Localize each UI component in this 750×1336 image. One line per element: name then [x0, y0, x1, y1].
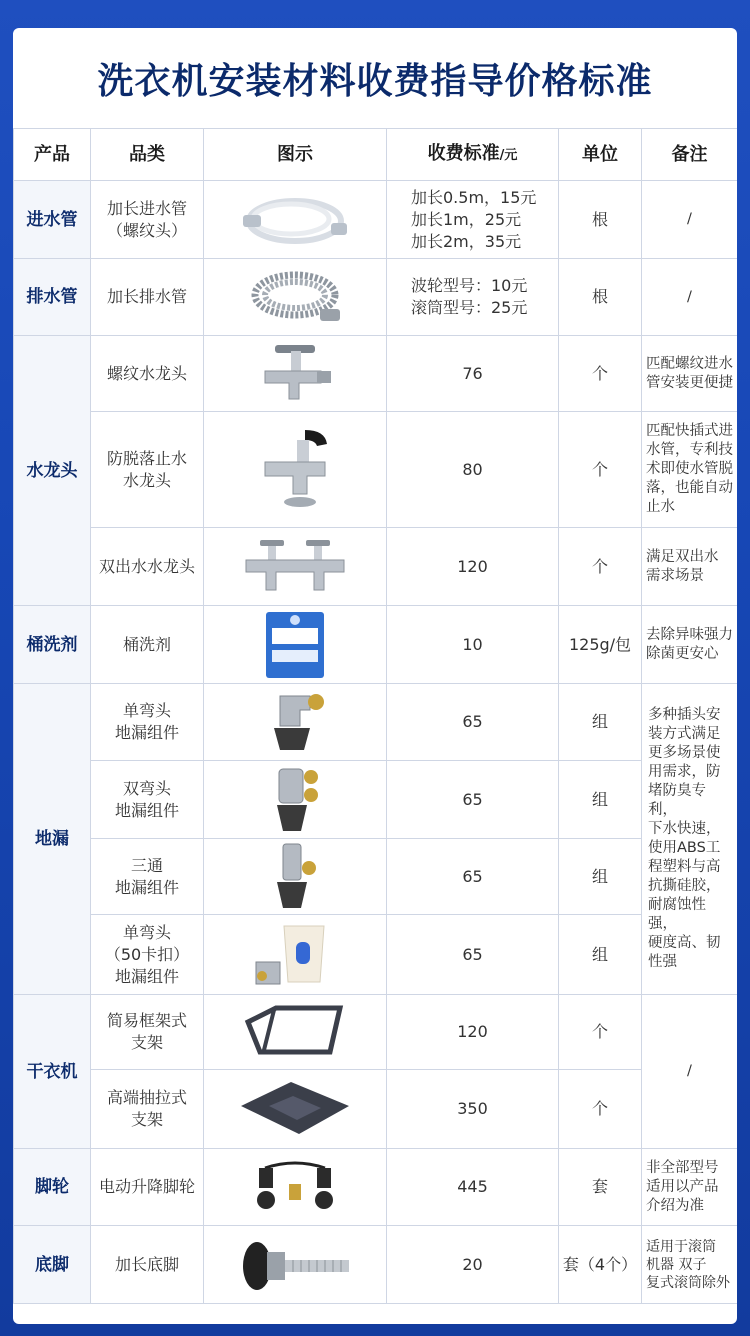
category-line: （50卡扣）: [104, 944, 190, 964]
note-cell: [642, 1149, 738, 1226]
price-line: 滚筒型号：25元: [411, 298, 528, 317]
faucet-icon: [245, 341, 345, 407]
table-row: [14, 259, 738, 336]
unit-cell: 组: [559, 839, 642, 915]
frame-bracket-icon: [240, 1000, 350, 1064]
product-cell: 桶洗剂: [14, 606, 91, 684]
category-line: 高端抽拉式: [106, 1088, 187, 1107]
note-cell: [642, 336, 738, 412]
category-cell: [91, 1070, 204, 1149]
header-image: 图示: [204, 129, 387, 181]
table-header-row: [14, 129, 738, 181]
unit-cell: 组: [559, 684, 642, 761]
product-cell: 底脚: [14, 1226, 91, 1304]
price-cell: 80: [387, 412, 559, 528]
unit-cell: 根: [559, 181, 642, 259]
category-line: 支架: [130, 1033, 163, 1052]
note-line: 性强: [648, 954, 677, 970]
image-cell: [204, 761, 387, 839]
note-line: 匹配快插式进: [646, 423, 733, 439]
category-cell: 桶洗剂: [91, 606, 204, 684]
unit-cell: 个: [559, 528, 642, 606]
unit-cell: 组: [559, 915, 642, 995]
note-line: 用需求，防: [648, 764, 721, 780]
note-cell: [642, 1226, 738, 1304]
note-line: 使用ABS工: [648, 840, 721, 856]
caster-icon: [245, 1154, 345, 1220]
drawer-bracket-icon: [235, 1076, 355, 1142]
category-cell: [91, 995, 204, 1070]
note-cell: [642, 528, 738, 606]
note-line: 满足双出水: [646, 548, 719, 565]
note-line: 水管，专利技: [646, 442, 733, 458]
price-cell: 65: [387, 915, 559, 995]
note-line: 适用以产品: [646, 1178, 719, 1195]
category-line: 三通: [130, 855, 163, 875]
note-line: 去除异味强力: [646, 626, 733, 643]
unit-cell: 套（4个）: [559, 1226, 642, 1304]
note-line: 抗撕硅胶，: [648, 878, 721, 894]
category-line: 地漏组件: [114, 800, 179, 820]
note-line: 适用于滚筒: [646, 1238, 716, 1255]
image-cell: [204, 412, 387, 528]
category-line: 支架: [130, 1110, 163, 1129]
price-cell: 65: [387, 761, 559, 839]
detergent-packet-icon: [262, 610, 328, 680]
category-line: 防脱落止水: [106, 448, 187, 468]
category-line: 双弯头: [122, 778, 171, 798]
price-table: [13, 128, 737, 1304]
unit-cell: 套: [559, 1149, 642, 1226]
product-cell: 地漏: [14, 684, 91, 995]
unit-cell: 个: [559, 336, 642, 412]
table-row: [14, 412, 738, 528]
category-cell: [91, 915, 204, 995]
category-cell: [91, 181, 204, 259]
product-cell: 排水管: [14, 259, 91, 336]
table-row: [14, 995, 738, 1070]
price-cell: 10: [387, 606, 559, 684]
table-row: [14, 1070, 738, 1149]
table-row: [14, 606, 738, 684]
category-cell: [91, 839, 204, 915]
image-cell: [204, 259, 387, 336]
note-cell: [642, 412, 738, 528]
price-cell: 445: [387, 1149, 559, 1226]
category-line: 地漏组件: [114, 723, 179, 742]
category-line: 单弯头: [122, 922, 171, 942]
price-cell: [387, 181, 559, 259]
note-line: 术即使水管脱: [646, 461, 733, 477]
unit-cell: 个: [559, 1070, 642, 1149]
header-unit: 单位: [559, 129, 642, 181]
image-cell: [204, 915, 387, 995]
image-cell: [204, 606, 387, 684]
table-row: [14, 528, 738, 606]
note-line: 程塑料与高: [648, 859, 721, 875]
price-line: 波轮型号：10元: [411, 276, 528, 295]
note-line: 下水快速，: [648, 821, 721, 837]
note-line: 硬度高、韧: [648, 935, 721, 951]
image-cell: [204, 1226, 387, 1304]
note-cell: [642, 606, 738, 684]
table-row: [14, 839, 738, 915]
unit-cell: 个: [559, 412, 642, 528]
category-cell: 双出水水龙头: [91, 528, 204, 606]
note-cell: [642, 684, 738, 995]
category-line: 地漏组件: [114, 966, 179, 986]
product-cell: 水龙头: [14, 336, 91, 606]
category-line: 水龙头: [122, 470, 171, 490]
product-cell: 进水管: [14, 181, 91, 259]
foot-bolt-icon: [235, 1234, 355, 1296]
unit-cell: 组: [559, 761, 642, 839]
price-cell: 65: [387, 684, 559, 761]
note-line: 多种插头安: [648, 707, 721, 723]
product-cell: 脚轮: [14, 1149, 91, 1226]
price-cell: 350: [387, 1070, 559, 1149]
anti-drop-faucet-icon: [245, 422, 345, 518]
double-faucet-icon: [240, 534, 350, 600]
note-cell: /: [642, 181, 738, 259]
note-line: 止水: [646, 499, 675, 515]
price-sheet-card: [13, 28, 737, 1324]
table-row: [14, 915, 738, 995]
image-cell: [204, 181, 387, 259]
product-cell: 干衣机: [14, 995, 91, 1149]
header-category: 品类: [91, 129, 204, 181]
price-cell: [387, 259, 559, 336]
note-line: 复式滚筒除外: [646, 1274, 730, 1291]
image-cell: [204, 839, 387, 915]
category-line: 简易框架式: [106, 1011, 187, 1030]
category-line: 地漏组件: [114, 877, 179, 897]
category-cell: [91, 412, 204, 528]
header-price-unit: /元: [499, 147, 518, 163]
table-row: [14, 181, 738, 259]
note-line: 管安装更便捷: [646, 374, 733, 391]
price-cell: 120: [387, 995, 559, 1070]
note-line: 非全部型号: [646, 1159, 719, 1176]
category-cell: 加长底脚: [91, 1226, 204, 1304]
category-cell: [91, 684, 204, 761]
note-line: 落，也能自动: [646, 480, 733, 496]
note-cell: /: [642, 259, 738, 336]
table-row: [14, 761, 738, 839]
double-elbow-drain-icon: [265, 765, 325, 835]
drain-hose-icon: [240, 265, 350, 329]
note-line: 匹配螺纹进水: [646, 355, 733, 372]
note-line: 需求场景: [646, 567, 704, 584]
price-cell: 20: [387, 1226, 559, 1304]
category-line: 单弯头: [122, 701, 171, 720]
unit-cell: 根: [559, 259, 642, 336]
single-elbow-drain-icon: [260, 688, 330, 756]
note-line: 介绍为准: [646, 1197, 704, 1214]
price-line: 加长2m，35元: [411, 231, 522, 251]
price-line: 加长1m，25元: [411, 209, 522, 229]
image-cell: [204, 528, 387, 606]
note-line: 更多场景使: [648, 745, 721, 761]
table-row: [14, 1149, 738, 1226]
header-product: 产品: [14, 129, 91, 181]
note-line: 耐腐蚀性强，: [648, 897, 706, 932]
image-cell: [204, 995, 387, 1070]
price-cell: 65: [387, 839, 559, 915]
tee-drain-icon: [265, 842, 325, 912]
table-row: [14, 1226, 738, 1304]
category-line: 加长进水管: [106, 198, 187, 218]
category-cell: [91, 761, 204, 839]
image-cell: [204, 684, 387, 761]
unit-cell: 个: [559, 995, 642, 1070]
table-row: [14, 684, 738, 761]
header-note: 备注: [642, 129, 738, 181]
header-price: [387, 129, 559, 181]
header-price-label: 收费标准: [427, 142, 500, 164]
note-cell: /: [642, 995, 738, 1149]
price-line: 加长0.5m，15元: [411, 187, 537, 207]
image-cell: [204, 1149, 387, 1226]
unit-cell: 125g/包: [559, 606, 642, 684]
clip-elbow-drain-icon: [250, 918, 340, 992]
price-cell: 120: [387, 528, 559, 606]
note-line: 装方式满足: [648, 726, 721, 742]
category-line: （螺纹头）: [106, 220, 187, 240]
category-cell: 加长排水管: [91, 259, 204, 336]
category-cell: 螺纹水龙头: [91, 336, 204, 412]
note-line: 机器 双子: [646, 1256, 707, 1273]
price-cell: 76: [387, 336, 559, 412]
category-cell: 电动升降脚轮: [91, 1149, 204, 1226]
note-line: 堵防臭专利，: [648, 783, 706, 818]
note-line: 除菌更安心: [646, 645, 719, 662]
table-row: [14, 336, 738, 412]
image-cell: [204, 336, 387, 412]
page-title: 洗衣机安装材料收费指导价格标准: [97, 60, 653, 102]
image-cell: [204, 1070, 387, 1149]
hose-icon: [235, 189, 355, 251]
